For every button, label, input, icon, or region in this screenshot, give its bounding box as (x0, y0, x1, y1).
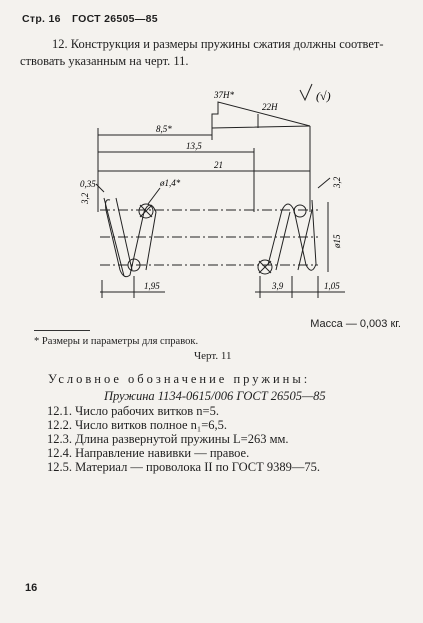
dim-21: 21 (214, 160, 223, 170)
dim-wire-diameter: ø1,4* (160, 178, 181, 188)
spring-drawing (0, 80, 423, 305)
dim-0-35: 0,35 (80, 179, 96, 189)
paragraph-line-1: 12. Конструкция и размеры пружины сжатия должны соответ- (52, 37, 384, 51)
spec-item: 12.2. Число витков полное n₁=6,5. (47, 418, 228, 432)
dim-1-95: 1,95 (144, 281, 160, 291)
paragraph-line-2: ствовать указанным на черт. 11. (20, 54, 189, 68)
force-diagram-outline (212, 102, 310, 128)
dim-diameter-15: ø15 (332, 234, 342, 248)
dim-8-5: 8,5* (156, 124, 172, 134)
designation-title: Условное обозначение пружины: (48, 372, 311, 386)
roughness-mark (300, 84, 312, 100)
dim-3-2-left: 3,2 (80, 192, 90, 204)
spec-item: 12.4. Направление навивки — правое. (47, 446, 250, 460)
spec-item: 12.5. Материал — проволока II по ГОСТ 9389—75. (47, 460, 321, 474)
dim-3-9: 3,9 (272, 281, 284, 291)
right-coils (268, 200, 316, 270)
footnote: * Размеры и параметры для справок. (34, 336, 199, 347)
spec-list (47, 404, 320, 474)
dim-1-05: 1,05 (324, 281, 340, 291)
roughness-symbol: (√) (316, 89, 331, 103)
page-header (22, 13, 166, 25)
designation-code: Пружина 1134-0615/006 ГОСТ 26505—85 (104, 389, 326, 403)
mass-label: Масса — 0,003 кг. (310, 318, 401, 330)
dim-37h: 37Н* (214, 90, 234, 100)
intro-paragraph (20, 36, 400, 70)
page-number: 16 (25, 582, 38, 594)
footnote-separator (34, 330, 90, 331)
spec-item: 12.3. Длина развернутой пружины L=263 мм. (47, 432, 289, 446)
page-label: Стр. 16 (22, 13, 61, 25)
spec-item: 12.1. Число рабочих витков n=5. (47, 404, 219, 418)
figure-caption: Черт. 11 (194, 350, 232, 362)
standard-label: ГОСТ 26505—85 (71, 13, 158, 25)
dim-22h: 22Н (262, 102, 278, 112)
dim-3-2-right: 3,2 (332, 176, 342, 188)
dim-13-5: 13,5 (186, 141, 202, 151)
